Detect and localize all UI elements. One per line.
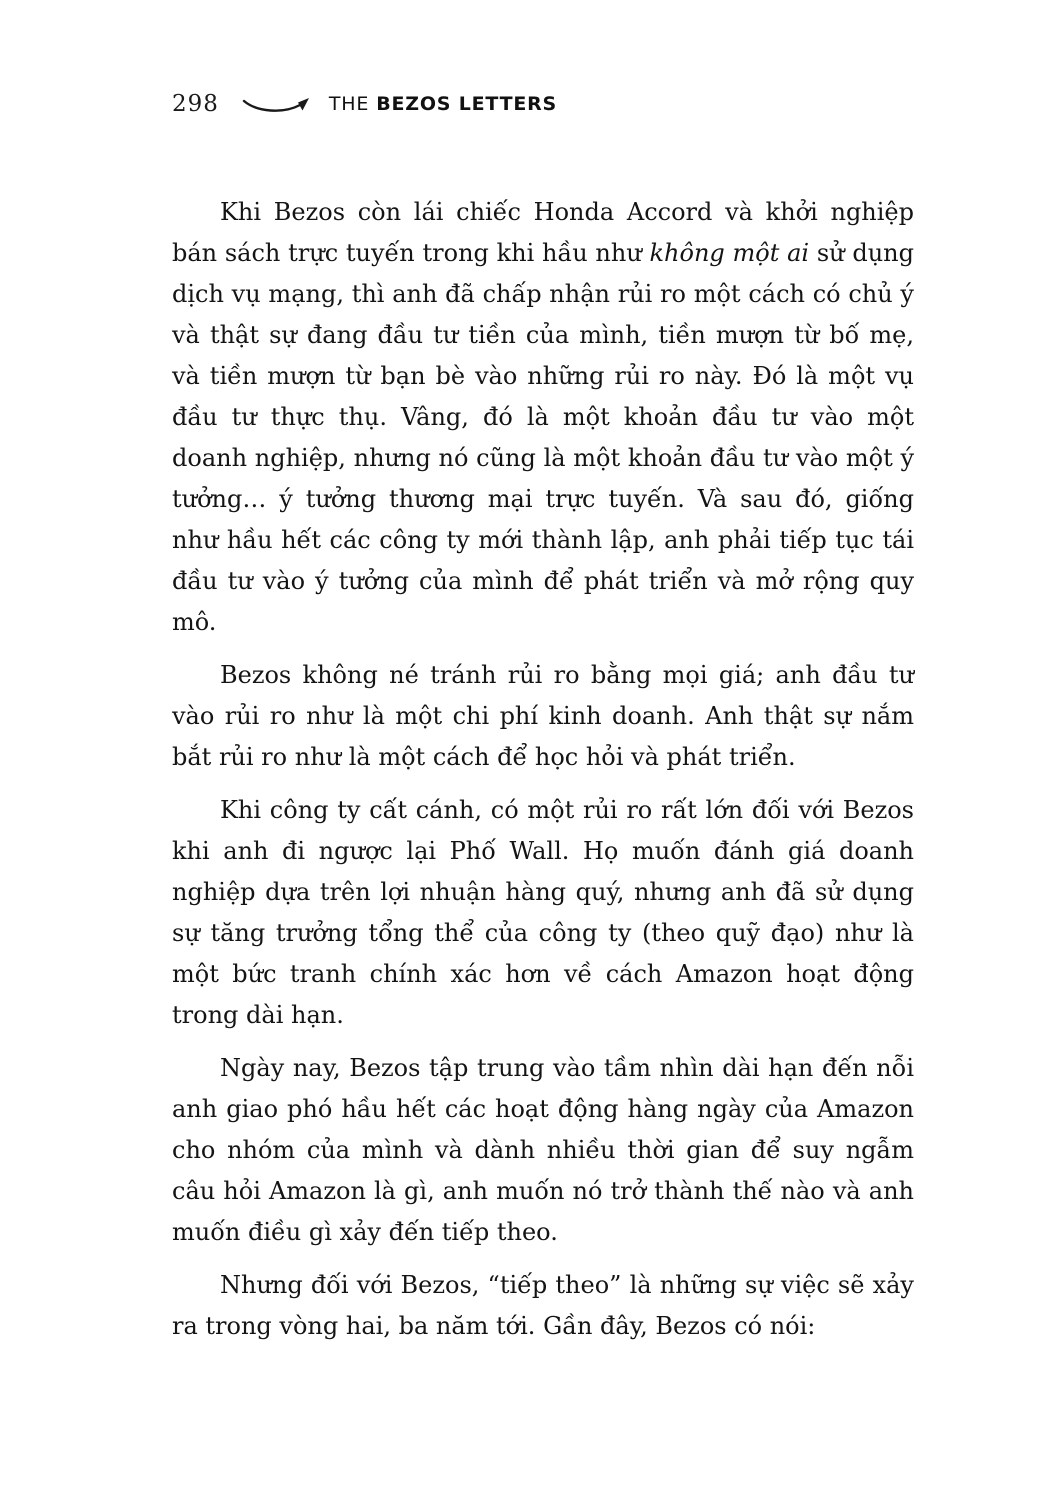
page-body — [172, 192, 914, 1347]
paragraph-3: Khi công ty cất cánh, có một rủi ro rất lớn đối với Bezos khi anh đi ngược lại Phố Wall. Họ muốn đánh giá doanh nghiệp dựa trên lợi nhuận hàng quý, nhưng anh đã sử dụng sự tăng trưởng tổng thể của công ty (theo quỹ đạo) như là một bức tranh chính xác hơn về cách Amazon hoạt động trong dài hạn. — [172, 796, 914, 1029]
book-title-main: BEZOS LETTERS — [376, 93, 558, 115]
book-title-the: THE — [328, 93, 370, 115]
swoosh-arrow-icon — [241, 96, 315, 118]
paragraph-1-text-b: sử dụng dịch vụ mạng, thì anh đã chấp nhận rủi ro một cách có chủ ý và thật sự đang đầu tư tiền của mình, tiền mượn từ bố mẹ, và tiền mượn từ bạn bè vào những rủi ro này. Đó là một vụ đầu tư thực thụ. Vâng, đó là một khoản đầu tư vào một doanh nghiệp, nhưng nó cũng là một khoản đầu tư vào một ý tưởng… ý tưởng thương mại trực tuyến. Và sau đó, giống như hầu hết các công ty mới thành lập, anh phải tiếp tục tái đầu tư vào ý tưởng của mình để phát triển và mở rộng quy mô. — [172, 239, 914, 636]
paragraph-4: Ngày nay, Bezos tập trung vào tầm nhìn dài hạn đến nỗi anh giao phó hầu hết các hoạt động hàng ngày của Amazon cho nhóm của mình và dành nhiều thời gian để suy ngẫm câu hỏi Amazon là gì, anh muốn nó trở thành thế nào và anh muốn điều gì xảy đến tiếp theo. — [172, 1054, 914, 1246]
paragraph-1 — [172, 192, 914, 643]
page-header — [172, 90, 914, 118]
paragraph-5: Nhưng đối với Bezos, “tiếp theo” là những sự việc sẽ xảy ra trong vòng hai, ba năm tới. Gần đây, Bezos có nói: — [172, 1271, 914, 1340]
paragraph-1-italic-phrase: không một ai — [649, 239, 810, 267]
page-number: 298 — [172, 91, 219, 117]
paragraph-1-text-a: Khi Bezos còn lái chiếc Honda Accord và khởi nghiệp bán sách trực tuyến trong khi hầu như — [172, 198, 914, 267]
paragraph-2: Bezos không né tránh rủi ro bằng mọi giá; anh đầu tư vào rủi ro như là một chi phí kinh doanh. Anh thật sự nắm bắt rủi ro như là một cách để học hỏi và phát triển. — [172, 661, 914, 771]
book-title — [329, 93, 557, 115]
